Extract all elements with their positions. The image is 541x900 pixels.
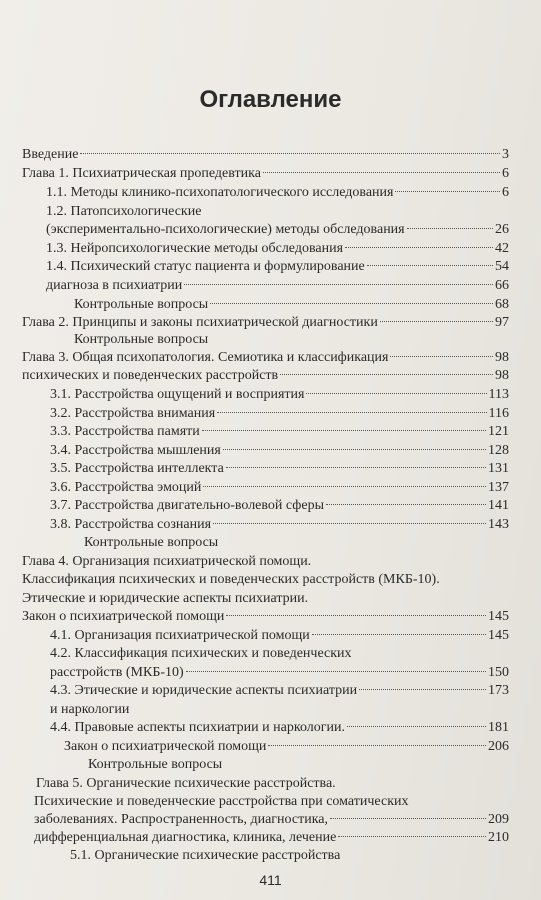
toc-entry-1-4-cont[interactable]: диагноза в психиатрии 66 (46, 278, 509, 293)
toc-entry-1-2[interactable]: 1.2. Патопсихологические (46, 204, 202, 219)
toc-entry-control-questions-2[interactable]: Контрольные вопросы (74, 332, 209, 347)
toc-entry-1-2-cont[interactable]: (экспериментально-психологические) методы обследования 26 (46, 222, 509, 237)
page-number: 411 (259, 872, 282, 888)
toc-entry-3-4[interactable]: 3.4. Расстройства мышления 128 (50, 443, 509, 458)
toc-entry-chapter-3[interactable]: Глава 3. Общая психопатология. Семиотика и классификация 98 (22, 350, 509, 365)
toc-entry-control-questions-4[interactable]: Контрольные вопросы (88, 757, 223, 772)
toc-entry-control-questions-3[interactable]: Контрольные вопросы (84, 535, 219, 550)
toc-entry-4-3[interactable]: 4.3. Этические и юридические аспекты психиатрии 173 (50, 683, 509, 698)
toc-title: Оглавление (199, 86, 342, 113)
toc-entry-3-5[interactable]: 3.5. Расстройства интеллекта 131 (50, 461, 509, 476)
toc-entry-introduction[interactable]: Введение 3 (22, 147, 509, 162)
toc-entry-chapter-1[interactable]: Глава 1. Психиатрическая пропедевтика 6 (22, 166, 509, 181)
toc-entry-chapter-3-cont[interactable]: психических и поведенческих расстройств 98 (22, 368, 509, 383)
toc-entry-3-3[interactable]: 3.3. Расстройства памяти 121 (50, 424, 509, 439)
toc-entry-3-1[interactable]: 3.1. Расстройства ощущений и восприятия 113 (50, 387, 509, 402)
toc-entry-1-4[interactable]: 1.4. Психический статус пациента и формулирование 54 (46, 259, 509, 274)
toc-entry-chapter-5[interactable]: Глава 5. Органические психические расстройства. (36, 776, 336, 791)
toc-entry-chapter-5-line-3[interactable]: заболеваниях. Распространенность, диагностика, 209 (34, 812, 509, 827)
toc-entry-1-3[interactable]: 1.3. Нейропсихологические методы обследования 42 (46, 241, 509, 256)
toc-entry-4-2-cont[interactable]: расстройств (МКБ-10) 150 (50, 665, 509, 680)
toc-entry-chapter-4[interactable]: Глава 4. Организация психиатрической помощи. (22, 554, 312, 569)
toc-entry-4-4[interactable]: 4.4. Правовые аспекты психиатрии и наркологии. 181 (50, 720, 509, 735)
toc-entry-chapter-5-line-2[interactable]: Психические и поведенческие расстройства при соматических (34, 794, 409, 809)
toc-entry-3-6[interactable]: 3.6. Расстройства эмоций 137 (50, 480, 509, 495)
toc-entry-4-4-cont[interactable]: Закон о психиатрической помощи 206 (64, 739, 509, 754)
toc-entry-3-7[interactable]: 3.7. Расстройства двигательно-волевой сферы 141 (50, 498, 509, 513)
toc-entry-chapter-4-line-3[interactable]: Этические и юридические аспекты психиатрии. (22, 591, 309, 606)
toc-entry-chapter-2[interactable]: Глава 2. Принципы и законы психиатрической диагностики 97 (22, 315, 509, 330)
toc-entry-chapter-4-line-4[interactable]: Закон о психиатрической помощи 145 (22, 609, 509, 624)
toc-entry-1-1[interactable]: 1.1. Методы клинико-психопатологического исследования 6 (46, 185, 509, 200)
toc-entry-chapter-5-line-4[interactable]: дифференциальная диагностика, клиника, лечение 210 (34, 830, 509, 845)
toc-entry-4-3-cont[interactable]: и наркологии (50, 702, 130, 717)
toc-entry-3-8[interactable]: 3.8. Расстройства сознания 143 (50, 517, 509, 532)
toc-entry-3-2[interactable]: 3.2. Расстройства внимания 116 (50, 406, 509, 421)
toc-entry-5-1[interactable]: 5.1. Органические психические расстройства (70, 848, 341, 863)
toc-entry-4-2[interactable]: 4.2. Классификация психических и поведенческих (50, 646, 352, 661)
toc-entry-4-1[interactable]: 4.1. Организация психиатрической помощи 145 (50, 628, 509, 643)
toc-entry-control-questions-1[interactable]: Контрольные вопросы 68 (74, 297, 509, 312)
toc-entry-chapter-4-line-2[interactable]: Классификация психических и поведенческих расстройств (МКБ-10). (22, 572, 440, 587)
